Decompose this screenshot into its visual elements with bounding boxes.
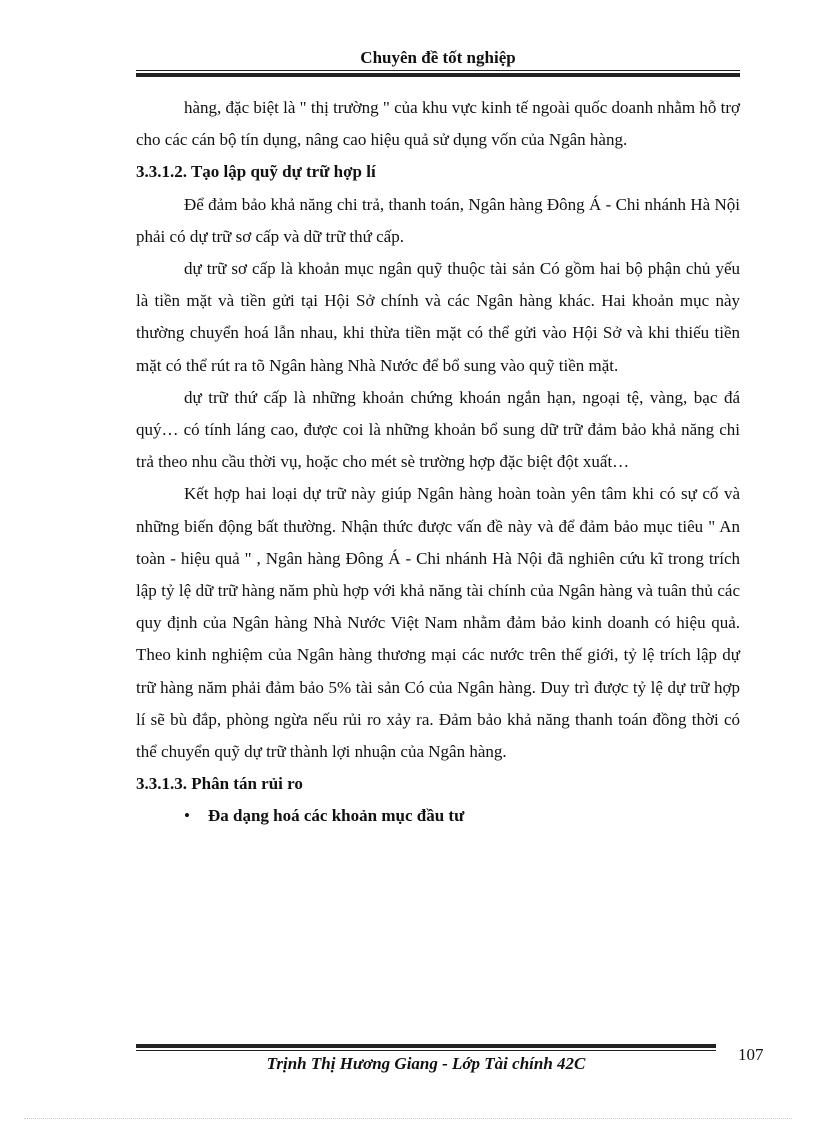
paragraph-4: Kết hợp hai loại dự trữ này giúp Ngân hàng hoàn toàn yên tâm khi có sự cố và những biến động bất thường. Nhận thức được vấn đề này và để đảm bảo mục tiêu " An toàn - hiệu quả " , Ngân hàng Đông Á - Chi nhánh Hà Nội đã nghiên cứu kĩ trong trích lập tỷ lệ dữ trữ hàng năm phù hợp với khả năng tài chính của Ngân hàng và tuân thủ các quy định của Ngân hàng Nhà Nước Việt Nam nhằm đảm bảo kinh doanh có hiệu quả. Theo kinh nghiệm của Ngân hàng thương mại các nước trên thế giới, tỷ lệ trích lập dự trữ hàng năm phải đảm bảo 5% tài sản Có của Ngân hàng. Duy trì được tỷ lệ dự trữ hợp lí sẽ bù đắp, phòng ngừa nếu rủi ro xảy ra. Đảm bảo khả năng thanh toán đồng thời có thể chuyển quỹ dự trữ thành lợi nhuận của Ngân hàng.: [136, 484, 740, 762]
paragraph-3: dự trữ thứ cấp là những khoản chứng khoán ngắn hạn, ngoại tệ, vàng, bạc đá quý… có tính láng cao, được coi là những khoản bổ sung dữ trữ đảm bảo khả năng chi trả theo nhu cầu thời vụ, hoặc cho mét sè trường hợp đặc biệt đột xuất…: [136, 387, 740, 472]
document-body: [136, 92, 740, 833]
paragraph-continued: hàng, đặc biệt là " thị trường " của khu vực kinh tế ngoài quốc doanh nhằm hỗ trợ cho các cán bộ tín dụng, nâng cao hiệu quả sử dụng vốn của Ngân hàng.: [136, 98, 740, 150]
footer-rule-thin: [136, 1050, 716, 1051]
bullet-item-text: Đa dạng hoá các khoản mục đầu tư: [208, 806, 465, 826]
footer-author: Trịnh Thị Hương Giang - Lớp Tài chính 42C: [266, 1054, 586, 1073]
header-rule-thick: [136, 73, 740, 77]
bullet-dot-icon: •: [184, 806, 190, 826]
footer-rule-thick: [136, 1044, 716, 1048]
section-heading-3312: 3.3.1.2. Tạo lập quỹ dự trữ hợp lí: [136, 162, 376, 182]
page-number: 107: [738, 1045, 764, 1064]
paragraph-1: Để đảm bảo khả năng chi trả, thanh toán, Ngân hàng Đông Á - Chi nhánh Hà Nội phải có dự trữ sơ cấp và dữ trữ thứ cấp.: [136, 194, 740, 246]
page-header-title: Chuyên đề tốt nghiệp: [360, 48, 516, 67]
bullet-item: [136, 800, 740, 832]
page-bottom-border: [24, 1118, 792, 1119]
header-rule-thin: [136, 70, 740, 71]
section-heading-3313: 3.3.1.3. Phân tán rủi ro: [136, 774, 303, 794]
paragraph-2: dự trữ sơ cấp là khoản mục ngân quỹ thuộc tài sản Có gồm hai bộ phận chủ yếu là tiền mặt và tiền gửi tại Hội Sở chính và các Ngân hàng khác. Hai khoản mục này thường chuyển hoá lẫn nhau, khi thừa tiền mặt có thể gửi vào Hội Sở và khi thiếu tiền mặt có thể rút ra tõ Ngân hàng Nhà Nước để bổ sung vào quỹ tiền mặt.: [136, 259, 740, 375]
